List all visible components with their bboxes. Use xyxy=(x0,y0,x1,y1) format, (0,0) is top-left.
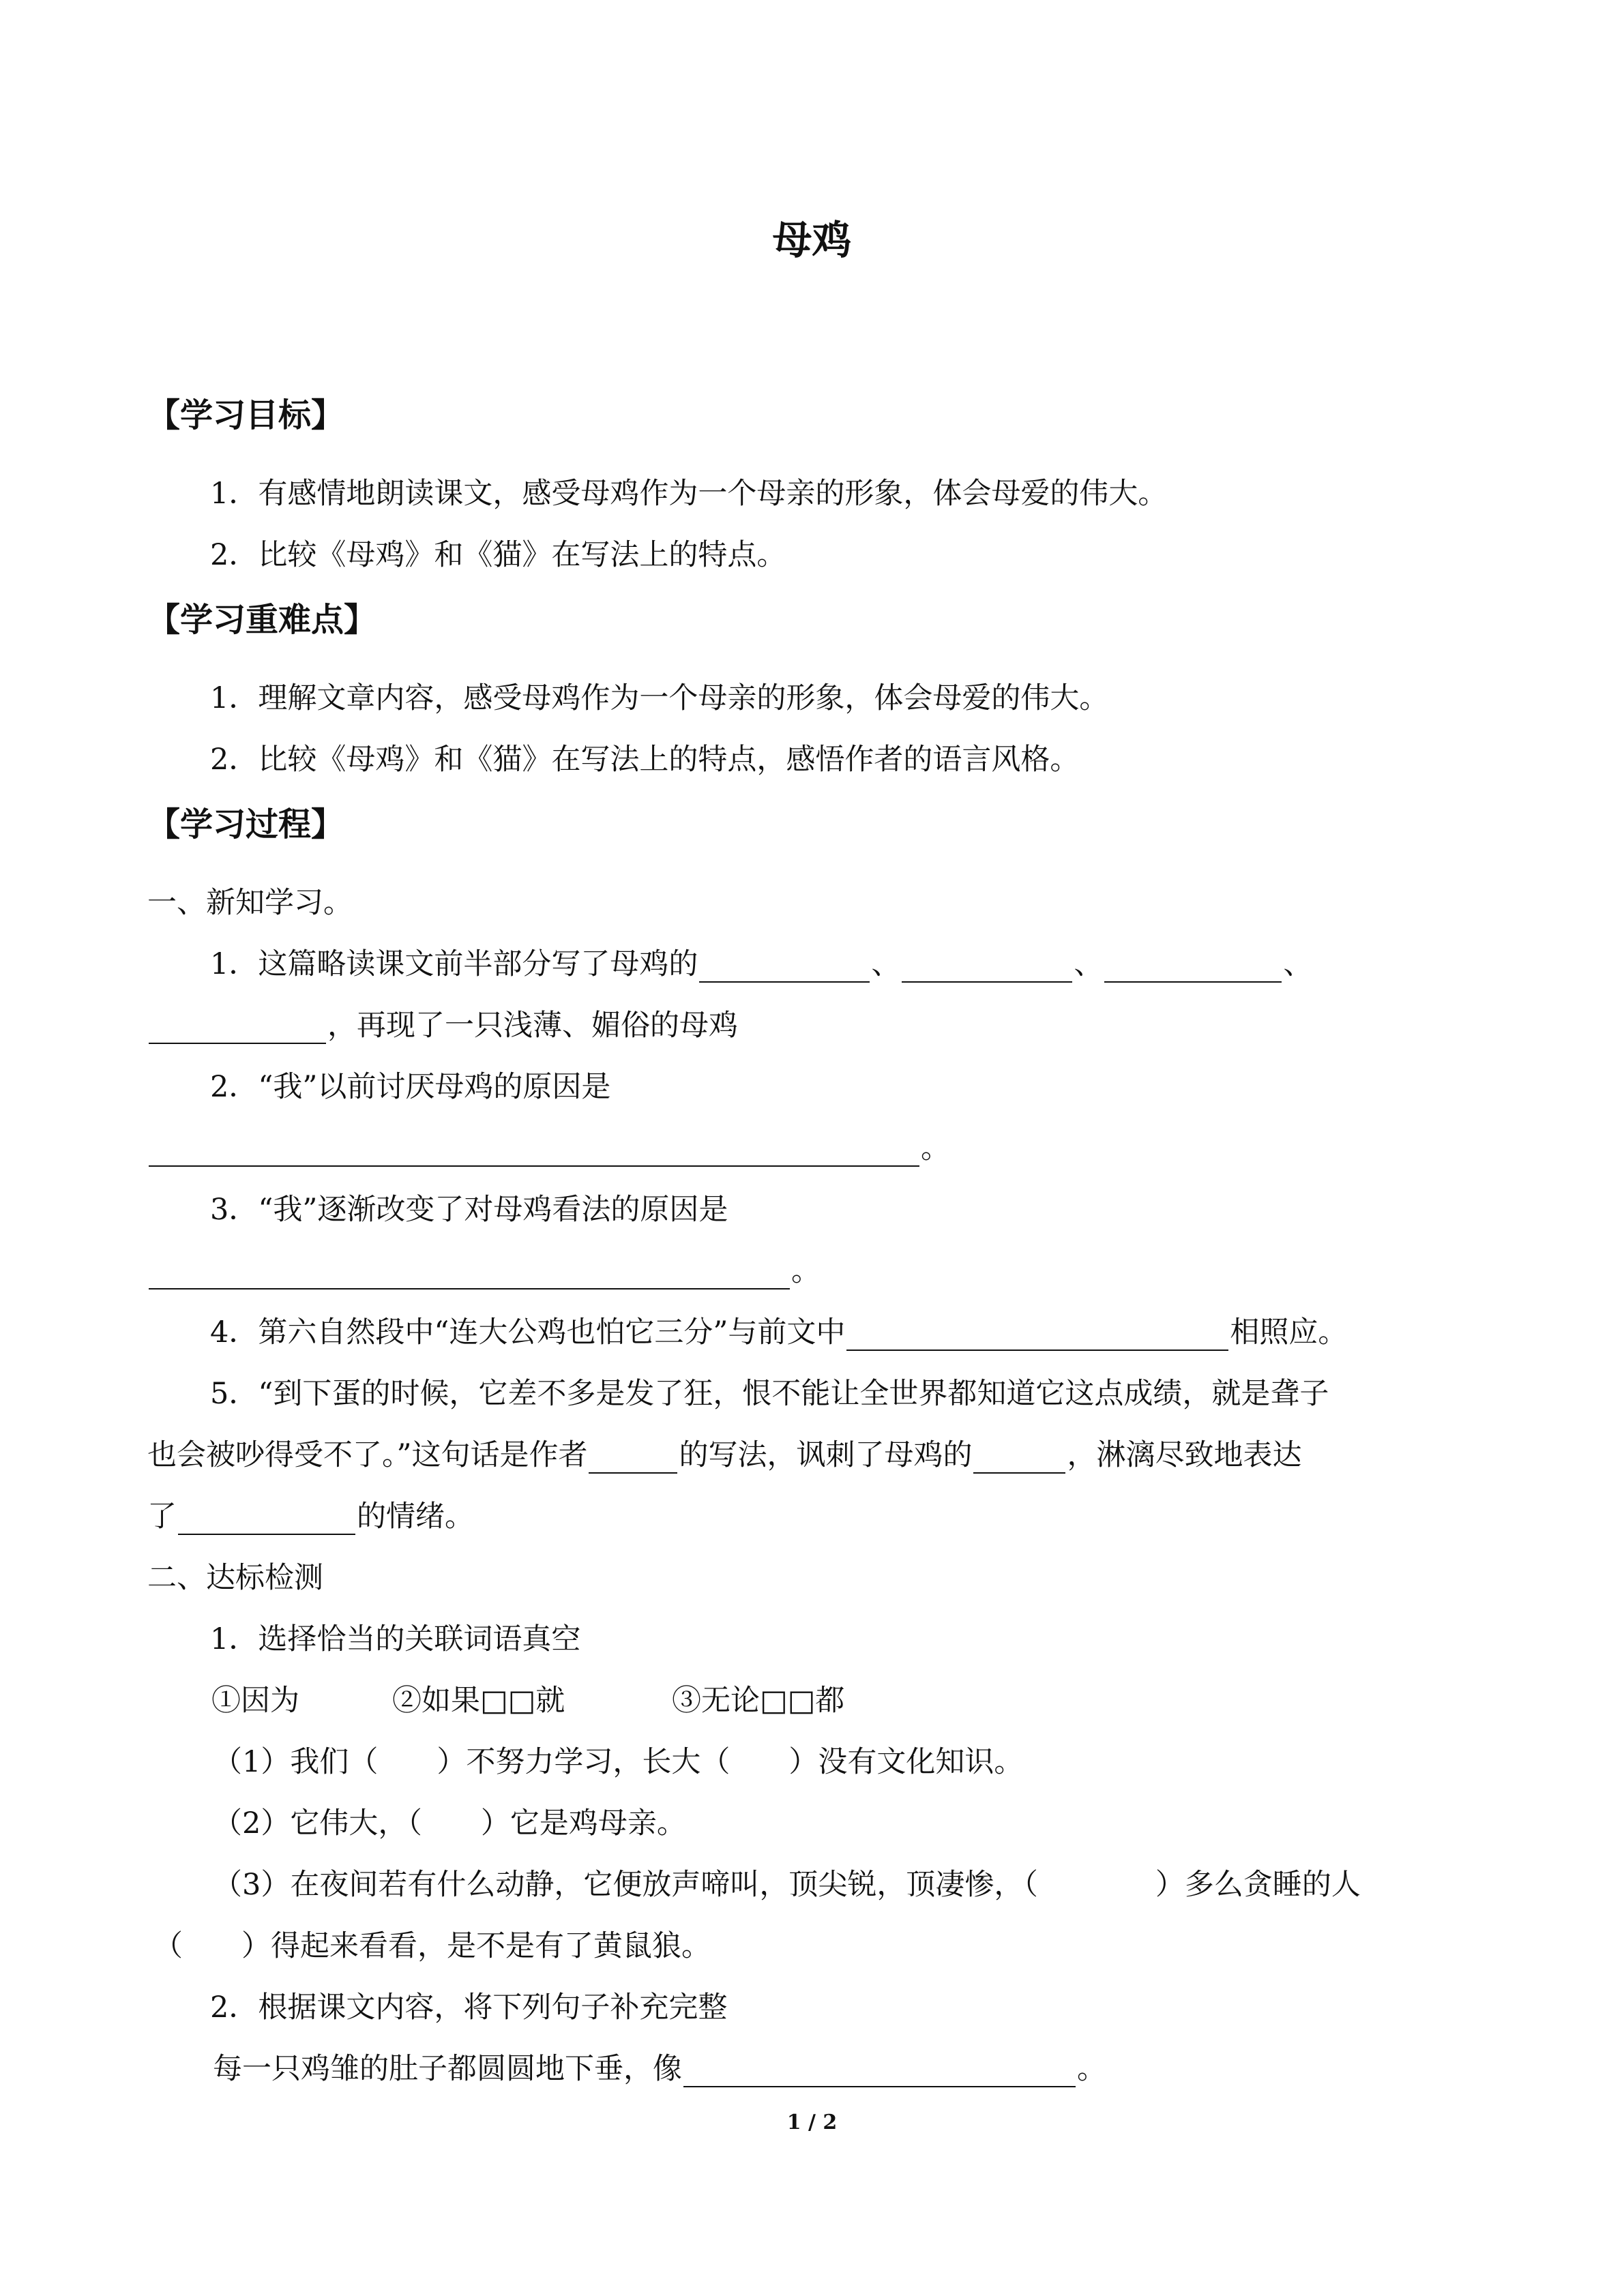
option-3: ③无论□□都 xyxy=(672,1684,845,1718)
separator: 、 xyxy=(1074,947,1104,981)
answer-blank[interactable] xyxy=(699,950,870,983)
question-2: 2．“我”以前讨厌母鸡的原因是 xyxy=(210,1070,611,1104)
objective-item: 2．比较《母鸡》和《猫》在写法上的特点。 xyxy=(210,538,786,572)
part2-title: 二、达标检测 xyxy=(147,1561,323,1595)
key-point-item: 2．比较《母鸡》和《猫》在写法上的特点，感悟作者的语言风格。 xyxy=(210,743,1080,777)
key-point-item: 1．理解文章内容，感受母鸡作为一个母亲的形象，体会母爱的伟大。 xyxy=(210,681,1109,715)
period: 。 xyxy=(1077,2052,1106,2086)
question-text: 的写法，讽刺了母鸡的 xyxy=(679,1438,973,1472)
answer-blank[interactable] xyxy=(683,2055,1076,2087)
separator: 、 xyxy=(1283,947,1313,981)
sentence-3: （3）在夜间若有什么动静，它便放声啼叫，顶尖锐，顶凄惨，（ ）多么贪睡的人 xyxy=(213,1868,1361,1902)
answer-blank[interactable] xyxy=(149,1134,919,1167)
question-text: 也会被吵得受不了。”这句话是作者 xyxy=(147,1438,588,1472)
process-heading: 【学习过程】 xyxy=(147,805,344,844)
question-3-answer xyxy=(147,1248,821,1289)
answer-blank[interactable] xyxy=(149,1257,790,1289)
question-text: ，再现了一只浅薄、媚俗的母鸡 xyxy=(327,1009,738,1043)
question-2-answer xyxy=(147,1125,950,1167)
sentence-1: （1）我们（ ）不努力学习，长大（ ）没有文化知识。 xyxy=(213,1745,1024,1779)
answer-blank[interactable] xyxy=(846,1318,1228,1351)
question-1-cont xyxy=(147,1002,738,1044)
question-5-line3 xyxy=(147,1493,474,1535)
option-2: ②如果□□就 xyxy=(392,1684,565,1718)
objectives-heading: 【学习目标】 xyxy=(147,396,344,434)
question-1 xyxy=(210,941,1312,983)
question-text: 4．第六自然段中“连大公鸡也怕它三分”与前文中 xyxy=(210,1315,846,1350)
answer-blank[interactable] xyxy=(149,1011,326,1044)
answer-blank[interactable] xyxy=(589,1441,677,1474)
answer-blank[interactable] xyxy=(973,1441,1065,1474)
answer-blank[interactable] xyxy=(1104,950,1282,983)
question-text: ，淋漓尽致地表达 xyxy=(1067,1438,1302,1472)
question-5: 5．“到下蛋的时候，它差不多是发了狂，恨不能让全世界都知道它这点成绩，就是聋子 xyxy=(210,1377,1329,1411)
question-text: 1．这篇略读课文前半部分写了母鸡的 xyxy=(210,947,698,981)
objective-item: 1．有感情地朗读课文，感受母鸡作为一个母亲的形象，体会母爱的伟大。 xyxy=(210,477,1168,511)
sentence-2: （2）它伟大，（ ）它是鸡母亲。 xyxy=(213,1806,686,1840)
part1-title: 一、新知学习。 xyxy=(147,886,353,920)
question-text: 了 xyxy=(147,1500,177,1534)
page-title: 母鸡 xyxy=(772,217,852,263)
answer-blank[interactable] xyxy=(902,950,1072,983)
answer-blank[interactable] xyxy=(178,1502,355,1535)
question-3: 3．“我”逐渐改变了对母鸡看法的原因是 xyxy=(210,1193,728,1227)
question-text: 的情绪。 xyxy=(357,1500,474,1534)
page-number: 1 / 2 xyxy=(786,2111,838,2134)
check-question-1: 1．选择恰当的关联词语真空 xyxy=(210,1622,581,1656)
check-question-2: 2．根据课文内容，将下列句子补充完整 xyxy=(210,1991,728,2025)
sentence-3-cont: （ ）得起来看看，是不是有了黄鼠狼。 xyxy=(153,1929,711,1963)
question-text: 相照应。 xyxy=(1230,1315,1348,1350)
question-5-line2 xyxy=(147,1432,1301,1474)
check-question-2-sentence xyxy=(213,2046,1106,2087)
question-4 xyxy=(210,1309,1347,1351)
period: 。 xyxy=(791,1254,821,1288)
option-1: ①因为 xyxy=(211,1684,299,1718)
question-text: 每一只鸡雏的肚子都圆圆地下垂，像 xyxy=(213,2052,682,2086)
separator: 、 xyxy=(871,947,901,981)
key-points-heading: 【学习重难点】 xyxy=(147,601,377,639)
period: 。 xyxy=(921,1131,950,1165)
